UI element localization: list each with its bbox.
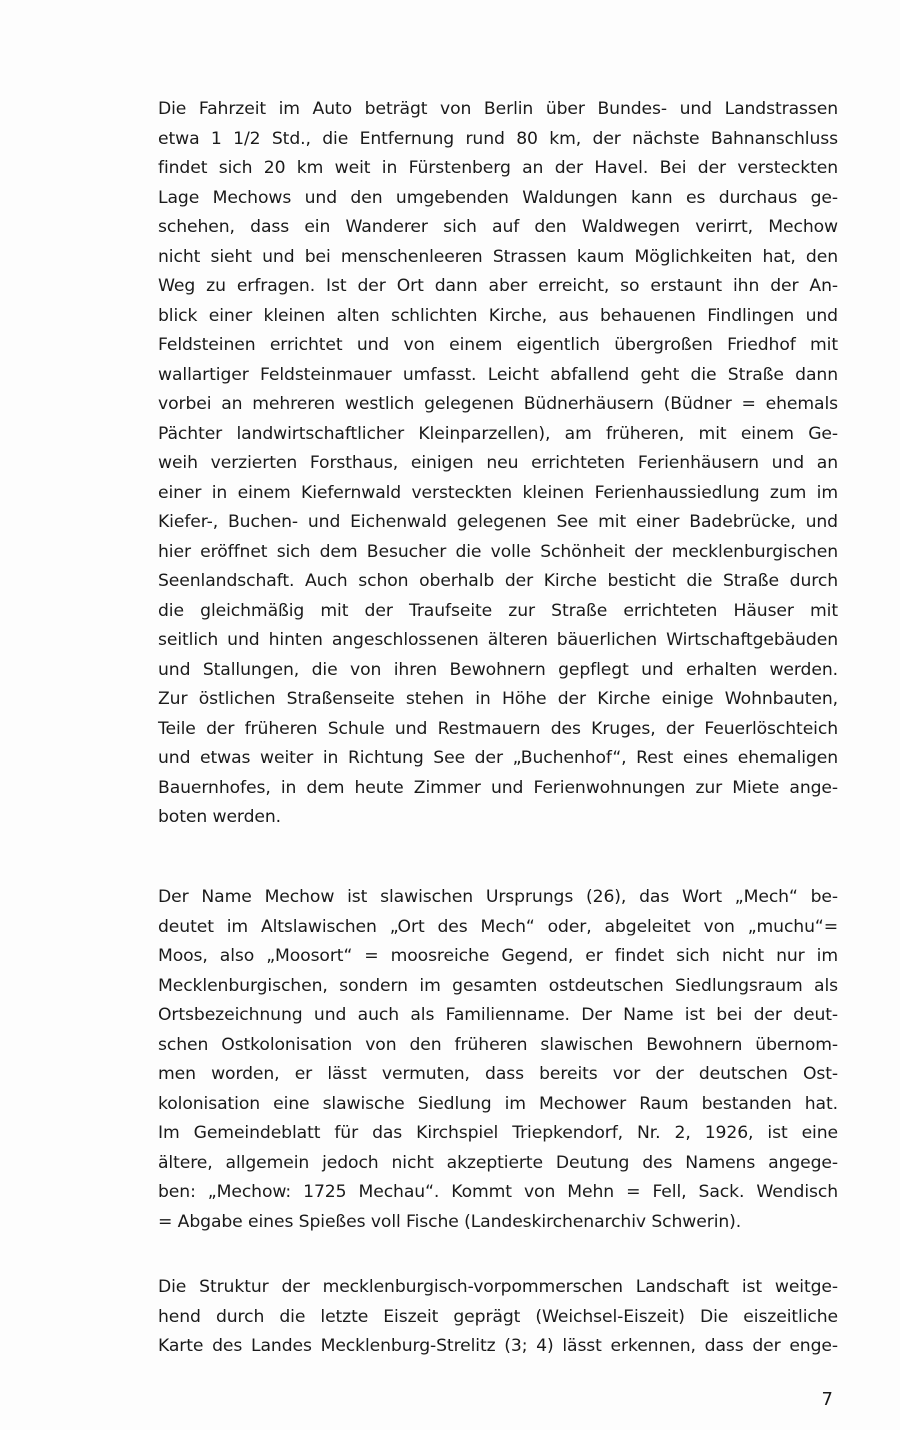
text-line: etwa 1 1/2 Std., die Entfernung rund 80 km, der nächste Bahnanschluss: [158, 128, 838, 149]
text-line: wallartiger Feldsteinmauer umfasst. Leicht abfallend geht die Straße dann: [158, 364, 838, 385]
page-number: 7: [821, 1389, 833, 1410]
text-line: ältere, allgemein jedoch nicht akzeptierte Deutung des Namens angege-: [158, 1152, 838, 1173]
text-line: schehen, dass ein Wanderer sich auf den Waldwegen verirrt, Mechow: [158, 217, 838, 237]
text-line: Seenlandschaft. Auch schon oberhalb der Kirche besticht die Straße durch: [158, 571, 838, 591]
text-line: Teile der früheren Schule und Restmauern des Kruges, der Feuerlöschteich: [158, 718, 838, 739]
text-line: kolonisation eine slawische Siedlung im Mechower Raum bestanden hat.: [158, 1093, 838, 1114]
text-line: nicht sieht und bei menschenleeren Strassen kaum Möglichkeiten hat, den: [158, 246, 838, 267]
text-line: seitlich und hinten angeschlossenen älteren bäuerlichen Wirtschaftgebäuden: [158, 630, 838, 650]
text-line: einer in einem Kiefernwald versteckten kleinen Ferienhaussiedlung zum im: [158, 482, 838, 503]
text-line: Moos, also „Moosort“ = moosreiche Gegend, er findet sich nicht nur im: [158, 946, 838, 966]
text-line: hend durch die letzte Eiszeit geprägt (Weichsel-Eiszeit) Die eiszeitliche: [158, 1306, 838, 1327]
text-line: = Abgabe eines Spießes voll Fische (Landeskirchenarchiv Schwerin).: [158, 1211, 742, 1232]
text-line: und etwas weiter in Richtung See der „Buchenhof“, Rest eines ehemaligen: [158, 748, 838, 768]
text-line: Die Struktur der mecklenburgisch-vorpommerschen Landschaft ist weitge-: [158, 1277, 838, 1297]
text-line: men worden, er lässt vermuten, dass bereits vor der deutschen Ost-: [158, 1064, 838, 1084]
text-line: ben: „Mechow: 1725 Mechau“. Kommt von Mehn = Fell, Sack. Wendisch: [158, 1182, 838, 1202]
text-line: deutet im Altslawischen „Ort des Mech“ oder, abgeleitet von „muchu“=: [158, 916, 838, 937]
text-line: Pächter landwirtschaftlicher Kleinparzellen), am früheren, mit einem Ge-: [158, 423, 838, 444]
text-line: Zur östlichen Straßenseite stehen in Höhe der Kirche einige Wohnbauten,: [158, 689, 838, 709]
text-line: die gleichmäßig mit der Traufseite zur Straße errichteten Häuser mit: [158, 600, 838, 621]
text-line: Kiefer-, Buchen- und Eichenwald gelegenen See mit einer Badebrücke, und: [158, 512, 838, 532]
paragraph-2: [158, 883, 838, 1237]
text-line: Der Name Mechow ist slawischen Ursprungs (26), das Wort „Mech“ be-: [158, 887, 838, 907]
text-line: Karte des Landes Mecklenburg-Strelitz (3; 4) lässt erkennen, dass der enge-: [158, 1336, 838, 1356]
text-line: Ortsbezeichnung und auch als Familienname. Der Name ist bei der deut-: [158, 1005, 838, 1025]
text-line: Die Fahrzeit im Auto beträgt von Berlin über Bundes- und Landstrassen: [158, 99, 838, 119]
text-line: Mecklenburgischen, sondern im gesamten ostdeutschen Siedlungsraum als: [158, 975, 838, 996]
text-line: Im Gemeindeblatt für das Kirchspiel Triepkendorf, Nr. 2, 1926, ist eine: [158, 1123, 838, 1143]
text-line: boten werden.: [158, 807, 282, 827]
text-line: und Stallungen, die von ihren Bewohnern gepflegt und erhalten werden.: [158, 659, 838, 680]
text-line: schen Ostkolonisation von den früheren slawischen Bewohnern übernom-: [158, 1034, 838, 1055]
text-line: weih verzierten Forsthaus, einigen neu errichteten Ferienhäusern und an: [158, 453, 838, 473]
text-line: Bauernhofes, in dem heute Zimmer und Ferienwohnungen zur Miete ange-: [158, 777, 838, 798]
paragraph-3: [158, 1273, 838, 1362]
text-line: Lage Mechows und den umgebenden Waldungen kann es durchaus ge-: [158, 187, 838, 208]
text-line: hier eröffnet sich dem Besucher die volle Schönheit der mecklenburgischen: [158, 541, 838, 562]
text-line: Weg zu erfragen. Ist der Ort dann aber erreicht, so erstaunt ihn der An-: [158, 276, 838, 296]
text-line: Feldsteinen errichtet und von einem eigentlich übergroßen Friedhof mit: [158, 335, 838, 355]
text-line: findet sich 20 km weit in Fürstenberg an der Havel. Bei der versteckten: [158, 158, 838, 178]
text-line: vorbei an mehreren westlich gelegenen Büdnerhäusern (Büdner = ehemals: [158, 394, 838, 414]
paragraph-1: [158, 95, 838, 833]
text-line: blick einer kleinen alten schlichten Kirche, aus behauenen Findlingen und: [158, 305, 838, 326]
